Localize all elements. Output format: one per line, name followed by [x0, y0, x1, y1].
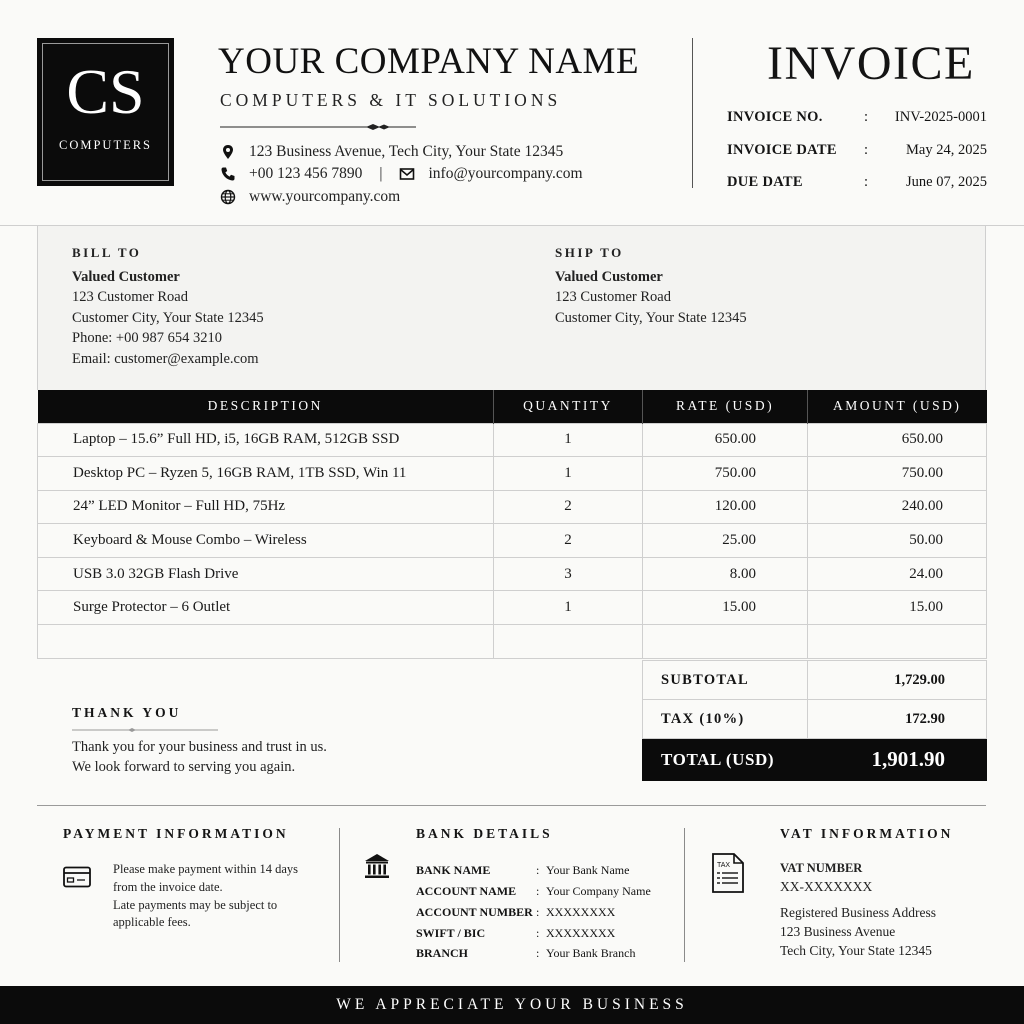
bill-to-name: Valued Customer — [72, 268, 180, 285]
bank-details-title: BANK DETAILS — [416, 826, 553, 841]
item-amount: 15.00 — [808, 591, 987, 625]
company-name: YOUR COMPANY NAME — [218, 41, 640, 82]
footer-divider — [339, 828, 340, 962]
item-amount: 24.00 — [808, 557, 987, 591]
header-vertical-divider — [692, 38, 693, 188]
table-row — [38, 457, 987, 491]
thank-you-line: Thank you for your business and trust in us. — [72, 739, 327, 755]
account-number-label: ACCOUNT NUMBER — [416, 905, 533, 919]
subtotal-row — [643, 661, 987, 700]
due-date-label: DUE DATE — [727, 174, 803, 190]
header-amount: AMOUNT (USD) — [808, 390, 987, 423]
account-number-value: XXXXXXXX — [546, 905, 616, 919]
company-address: 123 Business Avenue, Tech City, Your State 12345 — [249, 143, 564, 160]
invoice-number-row — [727, 109, 987, 129]
item-amount: 240.00 — [808, 490, 987, 524]
due-date-row — [727, 174, 987, 194]
header-rate: RATE (USD) — [643, 390, 808, 423]
item-description: Surge Protector – 6 Outlet — [38, 591, 494, 625]
company-phone[interactable]: +00 123 456 7890 — [249, 165, 363, 182]
vat-number-label: VAT NUMBER — [780, 861, 863, 875]
payment-terms-line: Please make payment within 14 days — [113, 862, 299, 876]
invoice-date-colon: : — [864, 142, 869, 158]
item-quantity: 3 — [494, 557, 643, 591]
ornamental-divider — [220, 122, 416, 132]
ship-to-line: 123 Customer Road — [555, 289, 671, 306]
table-row — [38, 591, 987, 625]
item-quantity: 1 — [494, 423, 643, 457]
account-name-value: Your Company Name — [546, 884, 651, 898]
item-quantity: 1 — [494, 457, 643, 491]
vat-address-line: 123 Business Avenue — [780, 924, 896, 939]
payment-terms-line: Late payments may be subject to — [113, 898, 278, 912]
account-name-colon: : — [536, 884, 540, 898]
total-label: TOTAL (USD) — [643, 739, 808, 781]
table-row — [38, 490, 987, 524]
item-description: 24” LED Monitor – Full HD, 75Hz — [38, 490, 494, 524]
table-row — [38, 524, 987, 558]
vat-number-value: XX-XXXXXXX — [780, 879, 873, 894]
bill-to-phone: Phone: +00 987 654 3210 — [72, 330, 222, 347]
totals-table — [642, 660, 987, 781]
invoice-title: INVOICE — [767, 37, 975, 90]
item-description: Laptop – 15.6” Full HD, i5, 16GB RAM, 512GB SSD — [38, 423, 494, 457]
bank-icon — [363, 852, 391, 880]
item-quantity — [494, 625, 643, 659]
credit-card-icon — [63, 866, 91, 888]
subtotal-label: SUBTOTAL — [643, 661, 808, 700]
invoice-number-colon: : — [864, 109, 869, 125]
bank-name-colon: : — [536, 863, 540, 877]
envelope-icon — [399, 166, 415, 182]
ship-to-block — [555, 243, 747, 328]
globe-icon — [220, 189, 236, 205]
invoice-date-label: INVOICE DATE — [727, 142, 837, 158]
branch-label: BRANCH — [416, 946, 469, 960]
company-website-row — [220, 187, 400, 207]
item-description: USB 3.0 32GB Flash Drive — [38, 557, 494, 591]
company-logo — [37, 38, 174, 186]
contact-separator: | — [379, 165, 383, 182]
ship-to-line: Customer City, Your State 12345 — [555, 309, 747, 326]
ship-to-title: SHIP TO — [555, 245, 624, 260]
total-row — [643, 739, 987, 781]
item-amount: 50.00 — [808, 524, 987, 558]
item-description: Desktop PC – Ryzen 5, 16GB RAM, 1TB SSD, Win 11 — [38, 457, 494, 491]
footer-divider — [684, 828, 685, 962]
vat-info-title: VAT INFORMATION — [780, 826, 954, 841]
items-table — [37, 390, 987, 659]
table-row-empty — [38, 625, 987, 659]
items-header-row — [38, 390, 987, 423]
swift-colon: : — [536, 926, 540, 940]
invoice-date-value: May 24, 2025 — [906, 142, 987, 158]
company-contact-row — [220, 164, 583, 184]
bank-name-label: BANK NAME — [416, 863, 491, 877]
table-row — [38, 423, 987, 457]
company-website[interactable]: www.yourcompany.com — [249, 188, 401, 205]
bill-to-email: Email: customer@example.com — [72, 350, 259, 367]
thank-you-divider — [72, 726, 218, 734]
payment-terms-line: from the invoice date. — [113, 880, 223, 894]
logo-monogram: CS — [66, 56, 145, 127]
item-rate: 25.00 — [643, 524, 808, 558]
header-description: DESCRIPTION — [38, 390, 494, 423]
thank-you-title: THANK YOU — [72, 705, 182, 720]
bank-name-value: Your Bank Name — [546, 863, 630, 877]
thank-you-line: We look forward to serving you again. — [72, 759, 296, 775]
footer-banner: WE APPRECIATE YOUR BUSINESS — [0, 986, 1024, 1024]
company-address-row — [220, 142, 563, 162]
invoice-number-value: INV-2025-0001 — [894, 109, 987, 125]
bill-to-title: BILL TO — [72, 245, 142, 260]
address-panel — [37, 226, 986, 390]
bill-to-block — [72, 243, 264, 370]
tax-label: TAX (10%) — [643, 700, 808, 739]
due-date-value: June 07, 2025 — [906, 174, 987, 190]
payment-info-title: PAYMENT INFORMATION — [63, 826, 289, 841]
item-rate: 650.00 — [643, 423, 808, 457]
branch-colon: : — [536, 946, 540, 960]
account-number-colon: : — [536, 905, 540, 919]
bill-to-line: 123 Customer Road — [72, 289, 188, 306]
vat-address-line: Tech City, Your State 12345 — [780, 943, 932, 958]
header-quantity: QUANTITY — [494, 390, 643, 423]
table-row — [38, 557, 987, 591]
item-rate: 8.00 — [643, 557, 808, 591]
item-quantity: 2 — [494, 490, 643, 524]
payment-terms-line: applicable fees. — [113, 915, 191, 929]
item-rate: 120.00 — [643, 490, 808, 524]
due-date-colon: : — [864, 174, 869, 190]
swift-value: XXXXXXXX — [546, 926, 616, 940]
item-amount — [808, 625, 987, 659]
bill-to-line: Customer City, Your State 12345 — [72, 309, 264, 326]
item-amount: 750.00 — [808, 457, 987, 491]
tax-value: 172.90 — [808, 700, 987, 739]
vat-address-line: Registered Business Address — [780, 905, 936, 920]
swift-label: SWIFT / BIC — [416, 926, 486, 940]
subtotal-value: 1,729.00 — [808, 661, 987, 700]
company-email[interactable]: info@yourcompany.com — [428, 165, 583, 182]
account-name-label: ACCOUNT NAME — [416, 884, 517, 898]
item-rate — [643, 625, 808, 659]
item-description — [38, 625, 494, 659]
invoice-number-label: INVOICE NO. — [727, 109, 823, 125]
item-rate: 750.00 — [643, 457, 808, 491]
footer-rule — [37, 805, 986, 806]
item-quantity: 1 — [494, 591, 643, 625]
tax-document-icon — [711, 852, 745, 894]
item-quantity: 2 — [494, 524, 643, 558]
total-value: 1,901.90 — [808, 739, 987, 781]
tax-icon-label: TAX — [717, 862, 731, 869]
logo-subtitle: COMPUTERS — [58, 138, 153, 152]
ship-to-name: Valued Customer — [555, 268, 663, 285]
company-tagline: COMPUTERS & IT SOLUTIONS — [220, 90, 562, 110]
item-rate: 15.00 — [643, 591, 808, 625]
item-amount: 650.00 — [808, 423, 987, 457]
map-pin-icon — [220, 144, 236, 160]
tax-row — [643, 700, 987, 739]
invoice-date-row — [727, 142, 987, 162]
phone-icon — [220, 166, 236, 182]
item-description: Keyboard & Mouse Combo – Wireless — [38, 524, 494, 558]
branch-value: Your Bank Branch — [546, 946, 636, 960]
